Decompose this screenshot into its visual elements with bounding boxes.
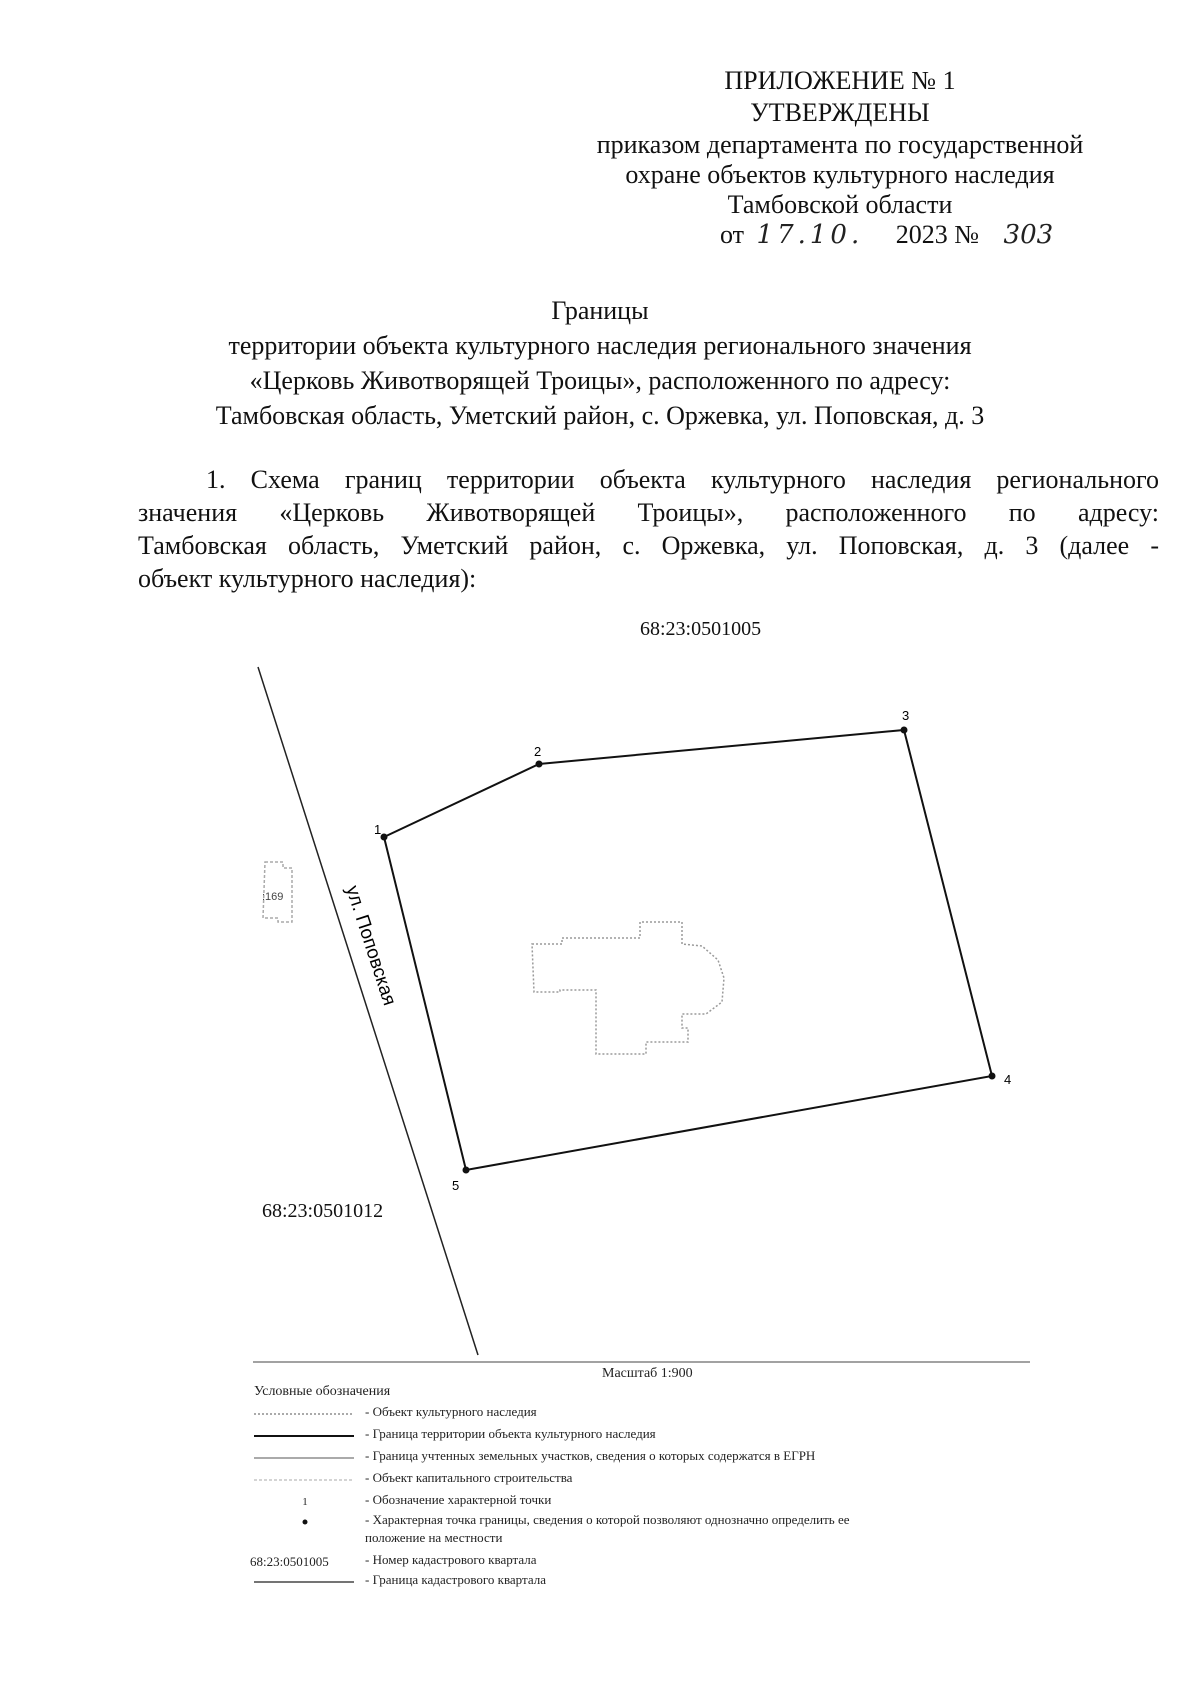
legend-row-point-designation — [250, 1492, 1010, 1512]
point-label-5: 5 — [452, 1178, 460, 1193]
legend-text: - Объект культурного наследия — [365, 1404, 537, 1419]
legend-text: - Граница учтенных земельных участков, сведения о которых содержатся в ЕГРН — [365, 1448, 816, 1463]
legend-text-continued: положение на местности — [365, 1530, 503, 1545]
boundary-point-4 — [989, 1073, 996, 1080]
cadastral-quarter-border — [258, 667, 478, 1355]
scale-text: Масштаб 1:900 — [602, 1366, 693, 1381]
cadastral-quarter-top: 68:23:0501005 — [640, 618, 762, 640]
point-label-1: 1 — [374, 822, 382, 837]
legend-text: - Номер кадастрового квартала — [365, 1552, 537, 1567]
approved-label: УТВЕРЖДЕНЫ — [750, 98, 930, 127]
dot-symbol — [250, 1512, 360, 1532]
line-symbol — [250, 1572, 360, 1592]
faint-line-symbol — [250, 1470, 360, 1490]
point-label-2: 2 — [534, 744, 542, 759]
thin-line-symbol — [250, 1448, 360, 1468]
year-and-number-sign: 2023 № — [895, 220, 980, 249]
church-outline — [532, 922, 724, 1054]
legend-text: - Характерная точка границы, сведения о которой позволяют однозначно определить ее — [365, 1512, 850, 1527]
legend-title: Условные обозначения — [254, 1384, 391, 1399]
legend-row-land-parcels — [250, 1448, 1010, 1468]
thick-line-symbol — [250, 1426, 360, 1446]
legend-row-heritage-object — [250, 1404, 1010, 1424]
order-line-3: Тамбовской области — [727, 190, 953, 219]
appendix-number: ПРИЛОЖЕНИЕ № 1 — [724, 66, 956, 95]
date-handwritten: 17.10. — [756, 220, 864, 250]
number-handwritten: 303 — [1003, 220, 1054, 250]
parcel-label: :169 — [262, 891, 284, 903]
territory-boundary — [384, 730, 992, 1170]
legend-row-capital-construction — [250, 1470, 1010, 1490]
legend-text: - Граница кадастрового квартала — [365, 1572, 546, 1587]
order-line-1: приказом департамента по государственной — [596, 130, 1084, 159]
point-number-symbol: 1 — [302, 1496, 308, 1508]
dotted-line-symbol — [250, 1404, 360, 1424]
point-label-3: 3 — [902, 708, 910, 723]
title-line-3: «Церковь Животворящей Троицы», расположенного по адресу: — [249, 366, 951, 395]
legend-row-cadastral-number — [250, 1552, 1010, 1572]
cadastral-number-symbol: 68:23:0501005 — [250, 1554, 329, 1569]
legend-text: - Объект капитального строительства — [365, 1470, 573, 1485]
legend-text: - Обозначение характерной точки — [365, 1492, 552, 1507]
boundary-point-2 — [536, 761, 543, 768]
paragraph-line-2: значения «Церковь Животворящей Троицы», расположенного по адресу: — [138, 498, 1159, 527]
date-prefix: от — [720, 220, 745, 249]
legend-row-cadastral-border — [250, 1572, 1010, 1592]
paragraph-line-4: объект культурного наследия): — [138, 564, 477, 593]
order-line-2: охране объектов культурного наследия — [625, 160, 1055, 189]
boundary-point-5 — [463, 1167, 470, 1174]
title-line-4: Тамбовская область, Уметский район, с. Оржевка, ул. Поповская, д. 3 — [215, 401, 985, 430]
paragraph-line-1: 1. Схема границ территории объекта культурного наследия регионального — [206, 465, 1159, 494]
legend-text: - Граница территории объекта культурного наследия — [365, 1426, 656, 1441]
title-line-1: Границы — [551, 296, 649, 325]
paragraph-line-3: Тамбовская область, Уметский район, с. Оржевка, ул. Поповская, д. 3 (далее - — [138, 531, 1159, 560]
street-label: ул. Поповская — [341, 883, 400, 1009]
point-label-4: 4 — [1004, 1072, 1012, 1087]
legend-row-territory-boundary — [250, 1426, 1010, 1446]
boundary-point-3 — [901, 727, 908, 734]
boundary-point-1 — [381, 834, 388, 841]
title-line-2: территории объекта культурного наследия регионального значения — [228, 331, 972, 360]
legend-row-characteristic-point — [250, 1512, 1010, 1548]
cadastral-quarter-bottom: 68:23:0501012 — [262, 1200, 384, 1222]
